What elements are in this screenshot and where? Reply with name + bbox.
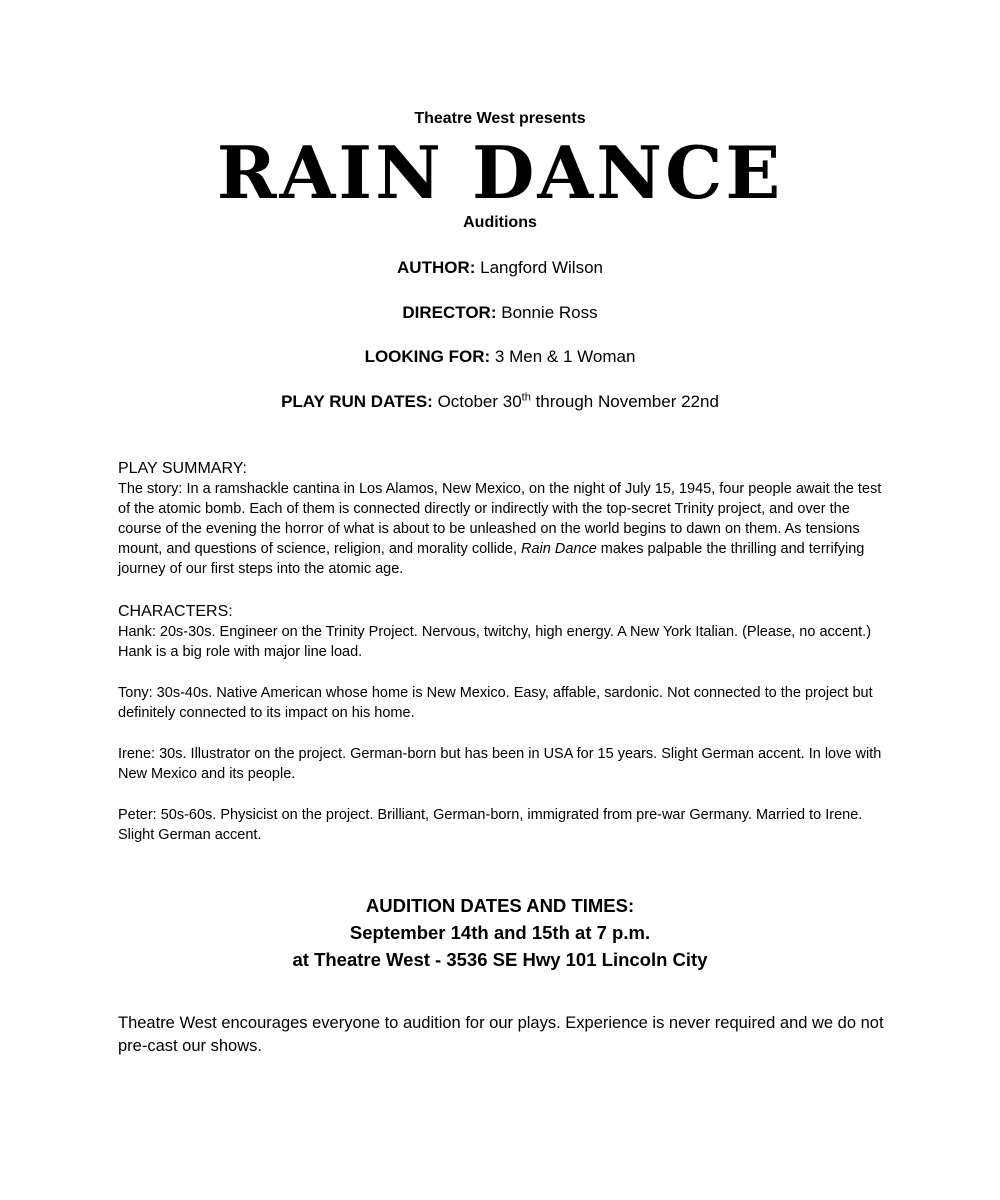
presenter-line: Theatre West presents [414,110,586,127]
director-label: DIRECTOR: [402,303,497,322]
looking-for-line [0,347,1000,367]
play-summary-heading: PLAY SUMMARY: [118,460,247,477]
character-tony: Tony: 30s-40s. Native American whose home is New Mexico. Easy, affable, sardonic. Not connected to the project but definitely connected to its impact on his home. [118,685,873,721]
director-line [0,303,1000,323]
audition-location: at Theatre West - 3536 SE Hwy 101 Lincoln City [292,949,708,970]
play-summary-section [118,459,888,579]
run-dates-end: through November 22nd [530,392,719,411]
play-title: RAIN DANCE [216,130,784,215]
characters-section [118,602,888,845]
audition-info [0,892,1000,973]
run-dates-start: October 30 [437,392,522,411]
play-summary-text [118,479,888,579]
run-dates-line [0,392,1000,412]
author-line [0,258,1000,278]
audition-heading: AUDITION DATES AND TIMES: [365,895,635,916]
author-label: AUTHOR: [397,258,476,277]
summary-text-before: The story: In a ramshackle cantina in Los Alamos, New Mexico, on the night of July 15, 1945, four people await the test of the atomic bomb. Each of them is connected directly or indirectly with the top-secret Trinity project, and over the course of the evening the horror of what is about to be unleashed on the world begins to dawn on them. As tensions mount, and questions of science, religion, and morality collide, [118,481,882,557]
run-dates-ordinal: th [521,391,531,404]
audition-dates: September 14th and 15th at 7 p.m. [349,922,651,943]
looking-for-label: LOOKING FOR: [364,347,491,366]
summary-play-title: Rain Dance [521,541,597,557]
looking-for-value: 3 Men & 1 Woman [494,347,636,366]
auditions-subtitle: Auditions [463,214,537,231]
characters-heading: CHARACTERS: [118,603,233,620]
author-value: Langford Wilson [480,258,603,277]
character-hank: Hank: 20s-30s. Engineer on the Trinity Project. Nervous, twitchy, high energy. A New York Italian. (Please, no accent.) Hank is a big role with major line load. [118,624,872,660]
summary-text-after: makes palpable the thrilling and terrifying journey of our first steps into the atomic age. [118,541,865,577]
closing-statement: Theatre West encourages everyone to audition for our plays. Experience is never required and we do not pre-cast our shows. [118,1014,884,1055]
character-peter: Peter: 50s-60s. Physicist on the project. Brilliant, German-born, immigrated from pre-war Germany. Married to Irene. Slight German accent. [118,807,863,843]
character-irene: Irene: 30s. Illustrator on the project. German-born but has been in USA for 15 years. Slight German accent. In love with New Mexico and its people. [118,746,882,782]
director-value: Bonnie Ross [501,303,598,322]
run-dates-label: PLAY RUN DATES: [281,392,433,411]
